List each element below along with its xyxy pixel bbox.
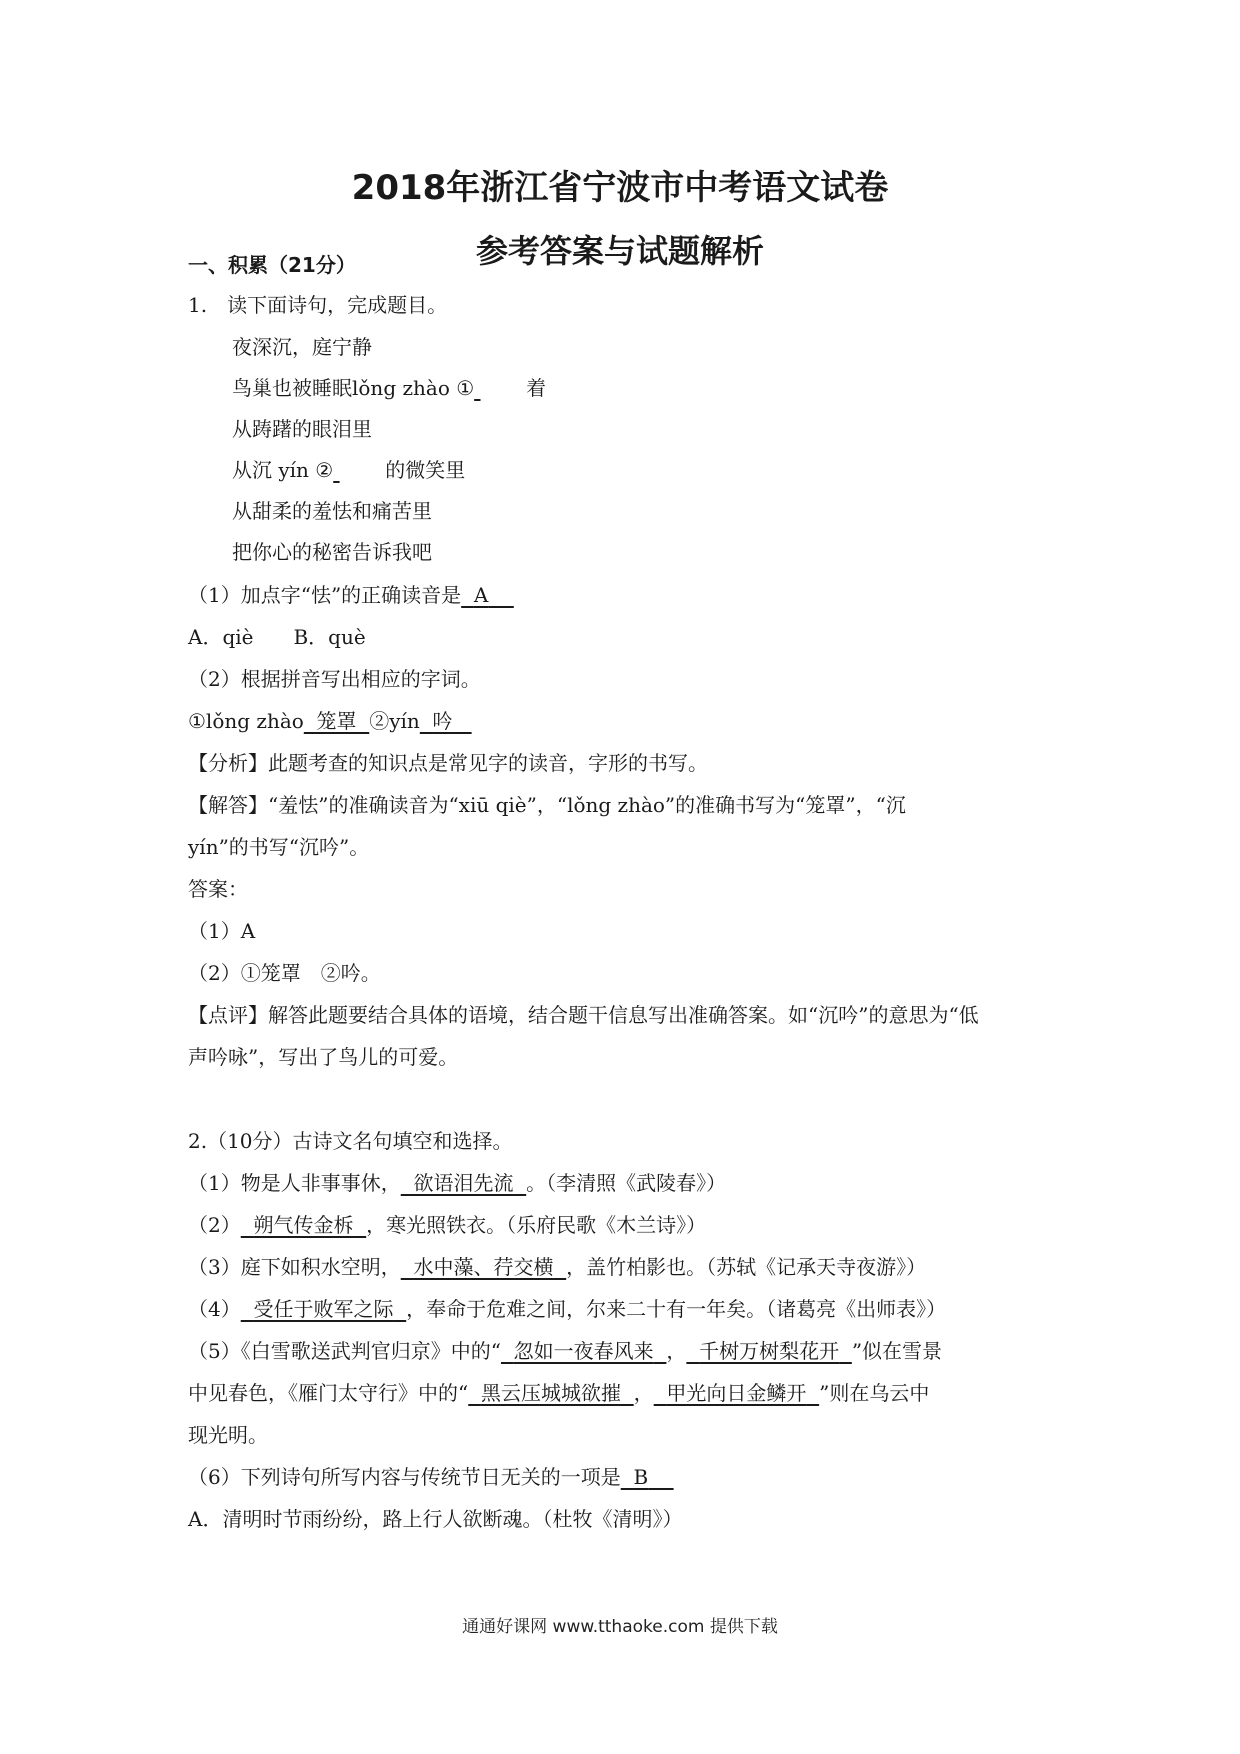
q2-item-2-answer-text: 朔气传金柝 bbox=[253, 1213, 354, 1237]
q1-sub2-b-label: ②yín bbox=[369, 709, 420, 733]
q1-comment-line-2: 声吟咏”，写出了鸟儿的可爱。 bbox=[188, 1045, 459, 1069]
q2-item-2 bbox=[188, 1210, 706, 1240]
poem-line-1: 夜深沉，庭宁静 bbox=[232, 335, 372, 359]
q1-answer-1: （1）A bbox=[188, 919, 256, 943]
q2-item-2-post: ，寒光照铁衣。（乐府民歌《木兰诗》） bbox=[366, 1213, 707, 1237]
poem-line-2-text: 鸟巢也被睡眠lǒng zhào ① bbox=[232, 376, 475, 400]
page-subtitle: 参考答案与试题解析 bbox=[475, 232, 764, 270]
q1-sub2-a-answer-text: 笼罩 bbox=[316, 709, 357, 733]
poem-line-5: 从甜柔的羞怯和痛苦里 bbox=[232, 499, 432, 523]
q2-item-5-l2-pre: 中见春色，《雁门太守行》中的“ bbox=[188, 1381, 469, 1405]
section-heading: 一、积累（21分） bbox=[188, 253, 356, 277]
q1-sub2-a-answer bbox=[304, 709, 369, 733]
q2-item-3-post: ，盖竹柏影也。（苏轼《记承天寺夜游》） bbox=[566, 1255, 927, 1279]
q2-item-6 bbox=[188, 1462, 674, 1492]
q2-item-3-pre: （3）庭下如积水空明， bbox=[188, 1255, 401, 1279]
q2-item-1 bbox=[188, 1168, 726, 1198]
q1-sub2-b-answer-text: 吟 bbox=[432, 709, 453, 733]
poem-line-4 bbox=[232, 455, 465, 485]
q2-item-1-answer-text: 欲语泪先流 bbox=[413, 1171, 514, 1195]
q2-item-1-answer bbox=[401, 1171, 526, 1195]
q1-analysis: 【分析】此题考查的知识点是常见字的读音，字形的书写。 bbox=[188, 751, 708, 775]
q2-item-4-answer-text: 受任于败军之际 bbox=[253, 1297, 394, 1321]
q1-stem: 1. 读下面诗句，完成题目。 bbox=[188, 293, 448, 317]
q2-item-4-post: ，奉命于危难之间，尔来二十有一年矣。（诸葛亮《出师表》） bbox=[406, 1297, 947, 1321]
q2-item-3-answer bbox=[401, 1255, 566, 1279]
q2-item-5-answer-1-text: 忽如一夜春风来 bbox=[513, 1339, 654, 1363]
q1-answer-2: （2）①笼罩 ②吟。 bbox=[188, 961, 381, 985]
q2-item-5-answer-3 bbox=[468, 1381, 633, 1405]
q2-item-5-answer-4 bbox=[654, 1381, 819, 1405]
q2-item-5-l2-mid: ， bbox=[633, 1381, 654, 1405]
q2-item-6-answer bbox=[621, 1465, 674, 1489]
q2-item-6-answer-text: B bbox=[633, 1465, 649, 1489]
poem-line-4-text: 从沉 yín ② bbox=[232, 458, 334, 482]
q1-solution-line-1: 【解答】“羞怯”的准确读音为“xiū qiè”，“lǒng zhào”的准确书写为“笼罩”，“沉 bbox=[188, 793, 906, 817]
q2-item-4-pre: （4） bbox=[188, 1297, 241, 1321]
page-footer: 通通好课网 www.tthaoke.com 提供下载 bbox=[462, 1617, 778, 1637]
q2-item-4-answer bbox=[241, 1297, 406, 1321]
q1-sub1-answer-text: A bbox=[473, 583, 489, 607]
blank-1 bbox=[474, 373, 526, 403]
q1-answer-label: 答案： bbox=[188, 877, 248, 901]
q1-sub1 bbox=[188, 580, 514, 610]
poem-line-6: 把你心的秘密告诉我吧 bbox=[232, 540, 432, 564]
q1-sub2-a-label: ①lǒng zhào bbox=[188, 709, 304, 733]
q2-option-a: A．清明时节雨纷纷，路上行人欲断魂。（杜牧《清明》） bbox=[188, 1507, 683, 1531]
page-title: 2018年浙江省宁波市中考语文试卷 bbox=[351, 168, 889, 208]
q2-item-5-answer-3-text: 黑云压城城欲摧 bbox=[480, 1381, 621, 1405]
q1-comment-line-1: 【点评】解答此题要结合具体的语境，结合题干信息写出准确答案。如“沉吟”的意思为“低 bbox=[188, 1003, 979, 1027]
q2-item-1-post: 。（李清照《武陵春》） bbox=[526, 1171, 727, 1195]
q2-item-5-answer-2 bbox=[686, 1339, 851, 1363]
q2-item-5-post: ”似在雪景 bbox=[851, 1339, 943, 1363]
blank-2 bbox=[333, 455, 385, 485]
q2-item-3 bbox=[188, 1252, 926, 1282]
poem-line-2 bbox=[232, 373, 546, 403]
q2-item-4 bbox=[188, 1294, 946, 1324]
q1-sub2-b-answer bbox=[420, 709, 472, 733]
q1-sub1-answer bbox=[461, 583, 514, 607]
q2-item-5-line-2 bbox=[188, 1378, 929, 1408]
q2-item-3-answer-text: 水中藻、荇交横 bbox=[413, 1255, 554, 1279]
q2-stem: 2.（10分）古诗文名句填空和选择。 bbox=[188, 1129, 513, 1153]
q1-sub1-text: （1）加点字“怯”的正确读音是 bbox=[188, 583, 462, 607]
q1-sub2-answers bbox=[188, 706, 472, 736]
q1-options: A．qiè B．què bbox=[188, 625, 366, 649]
q2-item-1-pre: （1）物是人非事事休， bbox=[188, 1171, 401, 1195]
q2-item-5-pre: （5）《白雪歌送武判官归京》中的“ bbox=[188, 1339, 501, 1363]
q2-item-5-answer-2-text: 千树万树梨花开 bbox=[699, 1339, 840, 1363]
q2-item-2-pre: （2） bbox=[188, 1213, 241, 1237]
q1-solution-line-2: yín”的书写“沉吟”。 bbox=[188, 835, 370, 859]
q2-item-5-l2-post: ”则在乌云中 bbox=[819, 1381, 930, 1405]
q2-item-5-answer-4-text: 甲光向日金鳞开 bbox=[666, 1381, 807, 1405]
q2-item-5-line-1 bbox=[188, 1336, 942, 1366]
q2-item-5-answer-1 bbox=[501, 1339, 666, 1363]
q2-item-2-answer bbox=[241, 1213, 366, 1237]
q2-item-5-line-3: 现光明。 bbox=[188, 1423, 268, 1447]
q2-item-6-text: （6）下列诗句所写内容与传统节日无关的一项是 bbox=[188, 1465, 621, 1489]
poem-line-2-tail: 着 bbox=[526, 376, 547, 400]
q2-item-5-mid: ， bbox=[666, 1339, 687, 1363]
poem-line-3: 从踌躇的眼泪里 bbox=[232, 417, 372, 441]
q1-sub2: （2）根据拼音写出相应的字词。 bbox=[188, 667, 481, 691]
poem-line-4-tail: 的微笑里 bbox=[385, 458, 466, 482]
